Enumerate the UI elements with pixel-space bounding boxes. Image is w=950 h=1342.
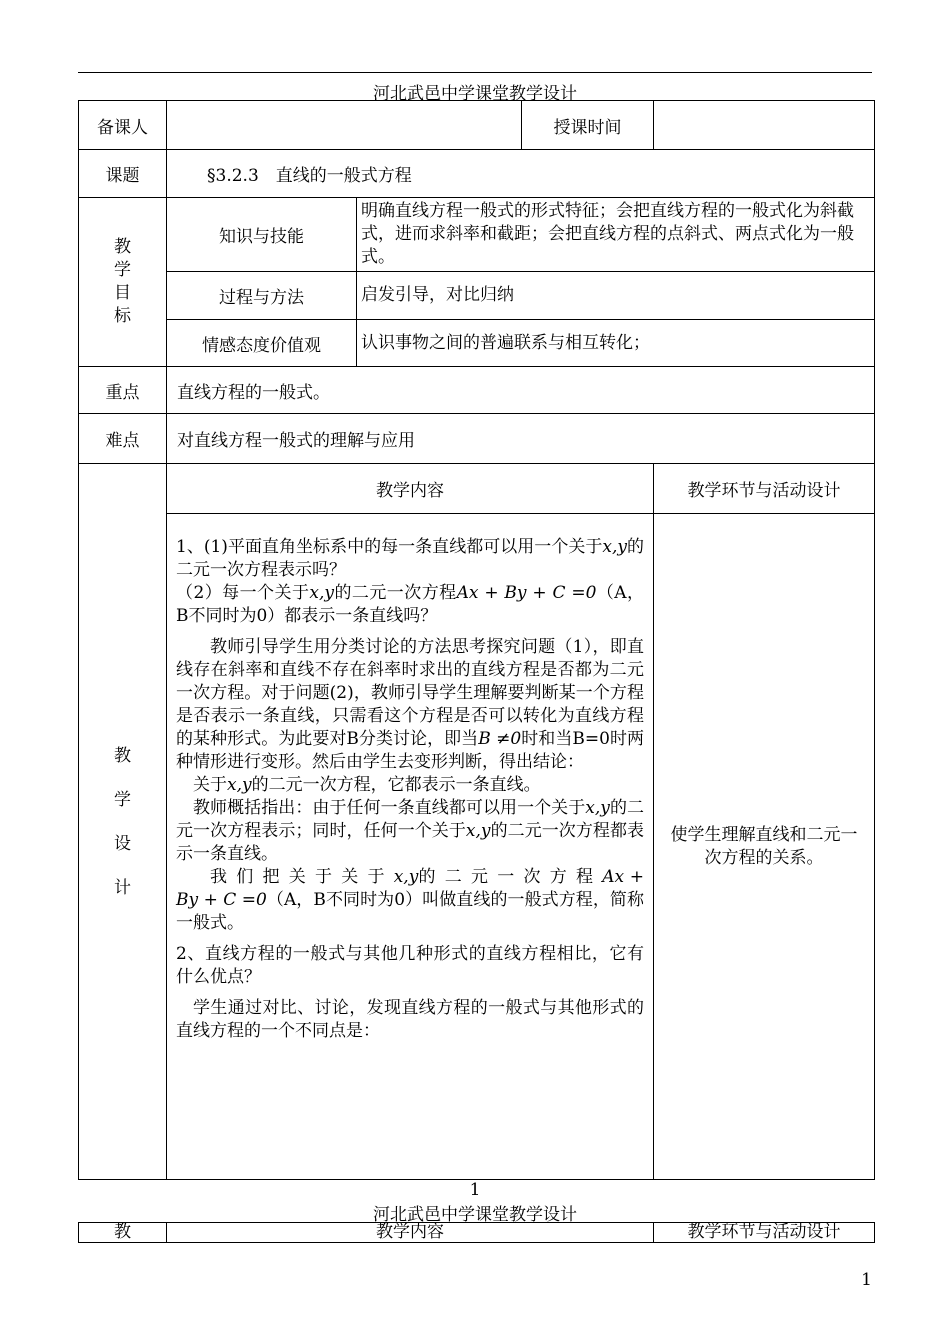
key-point-row (79, 367, 875, 414)
lesson-plan-table (78, 100, 875, 1180)
goal-row-process (79, 272, 875, 320)
second-page-table-header (78, 1222, 875, 1243)
time-value (654, 101, 875, 150)
difficulty-value: 对直线方程一般式的理解与应用 (167, 414, 875, 464)
goal-label-knowledge: 知识与技能 (167, 198, 357, 272)
goal-label-attitude: 情感态度价值观 (167, 320, 357, 367)
goal-value-attitude: 认识事物之间的普遍联系与相互转化； (357, 320, 875, 367)
goal-row-attitude (79, 320, 875, 367)
goals-label: 教 学 目 标 (79, 198, 167, 367)
definition-paragraph: 我们把关于关于x,y的二元一次方程Ax + By + C =0（A，B不同时为0）叫做直线的一般式方程，简称一般式。 (176, 867, 645, 933)
second-col-activity: 教学环节与活动设计 (654, 1223, 875, 1243)
topic-label: 课题 (79, 150, 167, 198)
teacher-guidance-paragraph: 教师引导学生用分类讨论的方法思考探究问题（1），即直线存在斜率和直线不存在斜率时求出的直线方程是否都为二元一次方程。对于问题(2)，教师引导学生理解要判断某一个方程是否表示一条直线，只需看这个方程是否可以转化为直线方程的某种形式。为此要对B分类讨论，即当B ≠0时和当B=0时两种情形进行变形。然后由学生去变形判断，得出结论： (176, 637, 645, 772)
design-body-row (79, 514, 875, 1180)
design-label: 教 学 设 计 (79, 464, 167, 1180)
difficulty-row (79, 414, 875, 464)
question-2: 2、直线方程的一般式与其他几种形式的直线方程相比，它有什么优点？ (176, 944, 645, 987)
activity-column-header: 教学环节与活动设计 (654, 464, 875, 514)
footer-page-number: 1 (861, 1270, 872, 1290)
topic-value: §3.2.3 直线的一般式方程 (167, 150, 875, 198)
goal-label-process: 过程与方法 (167, 272, 357, 320)
goal-value-process: 启发引导，对比归纳 (357, 272, 875, 320)
goal-row-knowledge (79, 198, 875, 272)
second-page-header-title: 河北武邑中学课堂教学设计 (373, 1205, 577, 1225)
conclusion-line: 关于x,y的二元一次方程，它都表示一条直线。 (193, 775, 541, 795)
design-header-row (79, 464, 875, 514)
goal-value-knowledge: 明确直线方程一般式的形式特征；会把直线方程的一般式化为斜截式，进而求斜率和截距；会把直线方程的点斜式、两点式化为一般式。 (357, 198, 875, 272)
question-1: 1、(1)平面直角坐标系中的每一条直线都可以用一个关于x,y的二元一次方程表示吗？ (176, 537, 645, 580)
second-col-design: 教 (79, 1223, 167, 1243)
difficulty-label: 难点 (79, 414, 167, 464)
page-header-title: 河北武邑中学课堂教学设计 (373, 84, 577, 104)
time-label: 授课时间 (522, 101, 654, 150)
key-point-value: 直线方程的一般式。 (167, 367, 875, 414)
activity-design-text: 使学生理解直线和二元一次方程的关系。 (654, 514, 875, 1180)
content-column-header: 教学内容 (167, 464, 654, 514)
comparison-paragraph: 学生通过对比、讨论，发现直线方程的一般式与其他形式的直线方程的一个不同点是： (176, 998, 645, 1041)
key-point-label: 重点 (79, 367, 167, 414)
info-row-preparer (79, 101, 875, 150)
teaching-content (167, 514, 654, 1180)
page-number: 1 (469, 1180, 481, 1200)
preparer-value (167, 101, 522, 150)
question-1-part-2: （2）每一个关于x,y的二元一次方程Ax + By + C =0（A，B不同时为0）都表示一条直线吗？ (176, 583, 645, 626)
top-rule (78, 72, 872, 73)
preparer-label: 备课人 (79, 101, 167, 150)
summary-paragraph: 教师概括指出：由于任何一条直线都可以用一个关于x,y的二元一次方程表示；同时，任何一个关于x,y的二元一次方程都表示一条直线。 (176, 798, 645, 864)
info-row-topic (79, 150, 875, 198)
second-col-content: 教学内容 (167, 1223, 654, 1243)
